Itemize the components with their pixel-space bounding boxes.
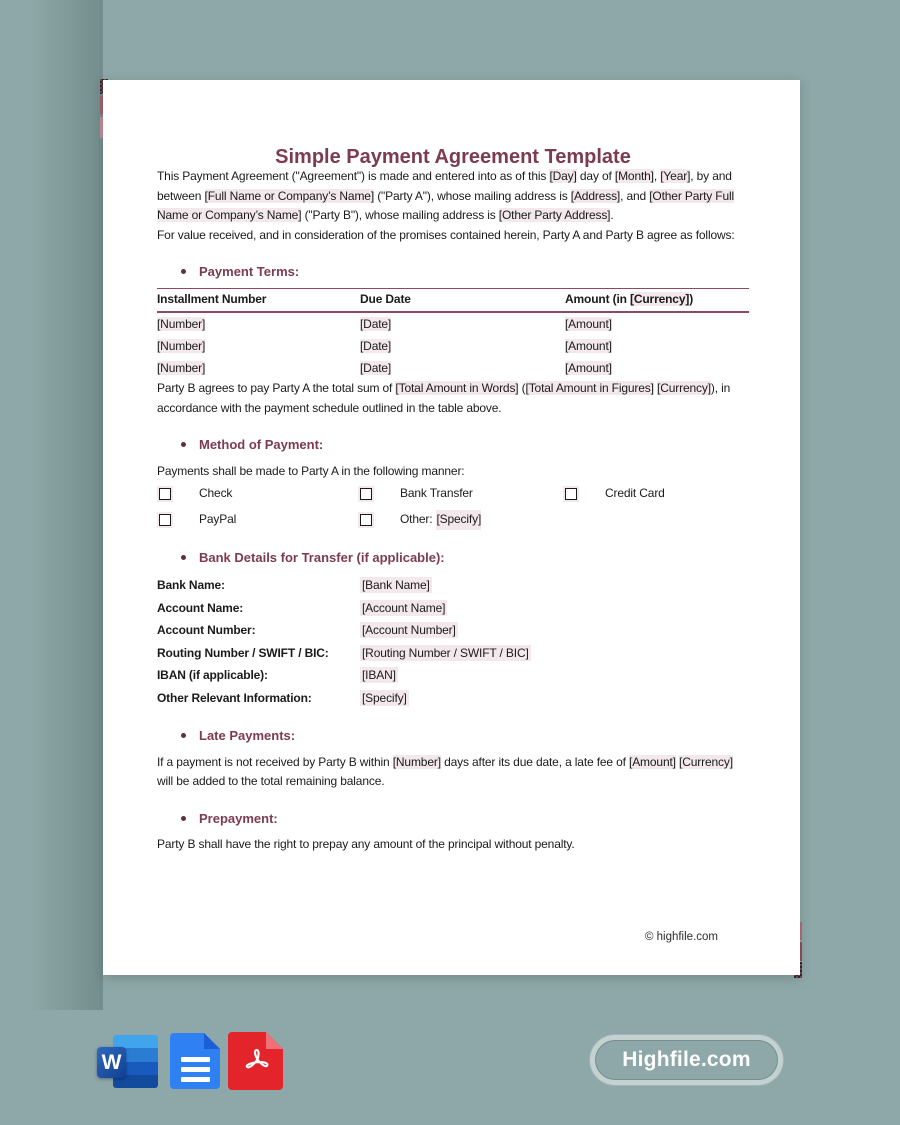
section-heading-prepayment <box>157 809 749 828</box>
bank-detail-value: [Account Number] <box>362 623 456 638</box>
bank-detail-value: [Account Name] <box>362 600 446 615</box>
bank-detail-label: Bank Name: <box>157 578 225 593</box>
copyright-text: © highfile.com <box>644 931 718 943</box>
document-title: Simple Payment Agreement Template <box>275 146 631 168</box>
bullet-icon <box>181 816 186 821</box>
table-cell: [Number] <box>157 317 206 332</box>
option-placeholder: [Specify] <box>436 510 481 529</box>
payment-option-paypal <box>157 509 358 531</box>
bullet-icon <box>181 555 186 560</box>
bullet-icon <box>181 269 186 274</box>
option-label: Credit Card <box>605 486 665 501</box>
bullet-icon <box>181 733 186 738</box>
table-cell: [Amount] <box>565 317 612 332</box>
bank-detail-row <box>157 687 749 710</box>
late-payments-paragraph: If a payment is not received by Party B within [Number] days after its due date, a late fee of [Amount] [Currency] will be added to the total remaining balance. <box>157 754 733 789</box>
pdf-fold-shadow <box>266 1032 283 1049</box>
bank-detail-row <box>157 664 749 687</box>
table-cell: [Number] <box>157 361 206 376</box>
section-heading-label: Bank Details for Transfer (if applicable): <box>199 550 445 566</box>
table-header-due-date: Due Date <box>360 292 411 307</box>
docs-fold-shadow <box>204 1033 220 1049</box>
bullet-icon <box>181 442 186 447</box>
docs-text-lines <box>181 1057 210 1087</box>
table-header-amount: Amount (in [Currency]) <box>565 292 694 307</box>
table-header-installment: Installment Number <box>157 292 267 307</box>
payment-options <box>157 483 749 531</box>
option-label: Check <box>199 486 233 501</box>
word-letter-badge: W <box>97 1047 126 1078</box>
bank-detail-value: [Routing Number / SWIFT / BIC] <box>362 645 529 660</box>
section-heading-bank-details <box>157 548 749 567</box>
table-cell: [Amount] <box>565 339 612 354</box>
bank-detail-label: Account Name: <box>157 600 244 615</box>
table-cell: [Amount] <box>565 361 612 376</box>
section-heading-label: Late Payments: <box>199 728 296 744</box>
word-file-icon[interactable] <box>97 1033 161 1090</box>
table-cell: [Date] <box>360 361 392 376</box>
payment-option-check <box>157 483 358 505</box>
bank-detail-row <box>157 642 749 665</box>
total-sum-paragraph: Party B agrees to pay Party A the total sum of [Total Amount in Words] ([Total Amount in Figures] [Currency]), in accordance with the payment schedule outlined in the table above. <box>157 381 731 415</box>
payment-option-credit-card <box>563 483 749 505</box>
intro-paragraph-2: For value received, and in consideration of the promises contained herein, Party A and Party B agree as follows: <box>157 227 735 242</box>
checkbox-icon <box>358 486 374 502</box>
google-docs-icon[interactable] <box>170 1033 220 1089</box>
bank-detail-row <box>157 619 749 642</box>
table-row <box>157 357 749 379</box>
payment-schedule-table <box>157 288 749 379</box>
section-heading-method-of-payment <box>157 435 749 454</box>
method-lead-text: Payments shall be made to Party A in the following manner: <box>157 463 465 478</box>
intro-paragraph: This Payment Agreement ("Agreement") is made and entered into as of this [Day] day of [Month], [Year], by and between [Full Name or Company’s Name] ("Party A"), whose mailing address is [Address], and [Other Party Full Name or Company’s Name] ("Party B"), whose mailing address is [Other Party Address]. <box>157 169 735 223</box>
options-grid-spacer <box>563 509 749 531</box>
bank-detail-value: [IBAN] <box>362 668 396 683</box>
bank-detail-row <box>157 574 749 597</box>
bank-detail-value: [Specify] <box>362 690 407 705</box>
option-label: PayPal <box>199 512 237 527</box>
option-label: Bank Transfer <box>400 486 473 501</box>
table-body <box>157 313 749 379</box>
checkbox-icon <box>358 512 374 528</box>
payment-option-bank-transfer <box>358 483 563 505</box>
table-row <box>157 313 749 335</box>
acrobat-glyph-icon <box>238 1046 274 1076</box>
checkbox-icon <box>157 486 173 502</box>
table-row <box>157 335 749 357</box>
payment-option-other <box>358 509 563 531</box>
bank-detail-row <box>157 597 749 620</box>
bank-detail-label: Account Number: <box>157 623 256 638</box>
pdf-file-icon[interactable] <box>228 1032 283 1090</box>
bank-detail-label: Other Relevant Information: <box>157 690 312 705</box>
checkbox-icon <box>157 512 173 528</box>
table-cell: [Date] <box>360 339 392 354</box>
section-heading-label: Prepayment: <box>199 810 278 826</box>
table-cell: [Date] <box>360 317 392 332</box>
section-heading-label: Method of Payment: <box>199 437 324 453</box>
section-heading-label: Payment Terms: <box>199 264 300 280</box>
bank-detail-value: [Bank Name] <box>362 578 430 593</box>
table-cell: [Number] <box>157 339 206 354</box>
prepayment-paragraph: Party B shall have the right to prepay any amount of the principal without penalty. <box>157 837 575 852</box>
section-heading-late-payments <box>157 726 749 745</box>
page-shadow <box>0 0 103 1010</box>
table-header-row <box>157 289 749 313</box>
bank-detail-label: Routing Number / SWIFT / BIC: <box>157 645 329 660</box>
section-heading-payment-terms <box>157 262 749 281</box>
bank-detail-label: IBAN (if applicable): <box>157 668 268 683</box>
document-page <box>103 80 800 975</box>
option-label: Other: <box>400 512 433 527</box>
checkbox-icon <box>563 486 579 502</box>
highfile-brand-button[interactable]: Highfile.com <box>590 1035 783 1085</box>
bank-details-list <box>157 574 749 709</box>
